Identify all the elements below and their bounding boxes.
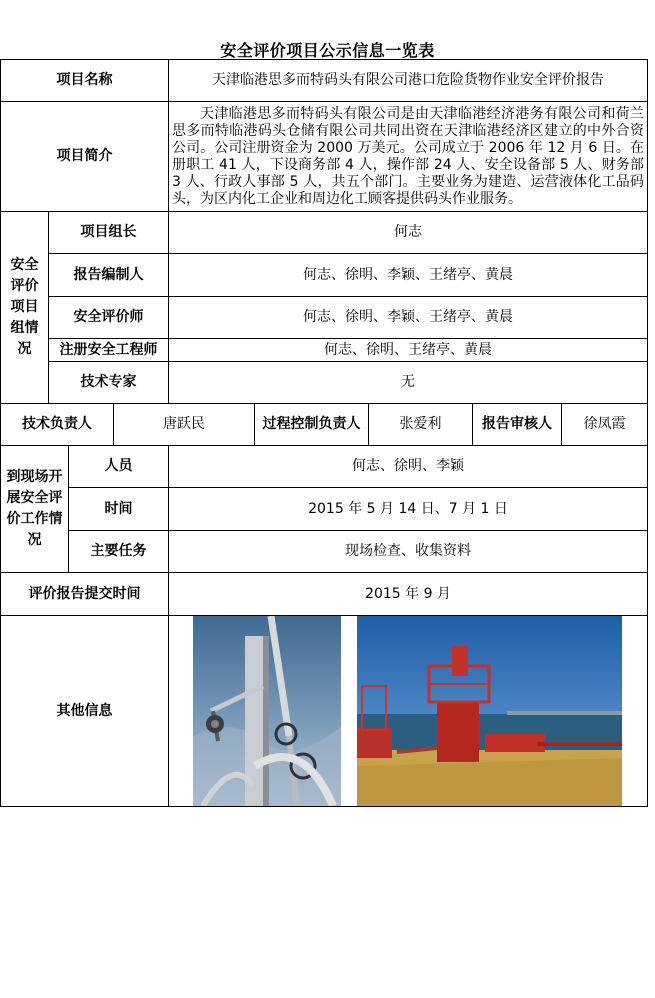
- submit-time-value: 2015 年 9 月: [169, 573, 648, 616]
- process-control-value: 张爱利: [369, 404, 473, 446]
- safety-assessor-label: 安全评价师: [49, 297, 169, 339]
- site-time-label: 时间: [69, 488, 169, 531]
- team-row: [1, 297, 648, 339]
- team-row: [1, 254, 648, 297]
- team-row: [1, 339, 648, 362]
- report-reviewer-value: 徐凤霞: [562, 404, 648, 446]
- project-name-row: [1, 60, 648, 102]
- other-info-row: [1, 616, 648, 807]
- report-authors-label: 报告编制人: [49, 254, 169, 297]
- team-row: [1, 212, 648, 254]
- site-time-value: 2015 年 5 月 14 日、7 月 1 日: [169, 488, 648, 531]
- process-control-label: 过程控制负责人: [255, 404, 369, 446]
- submit-time-row: [1, 573, 648, 616]
- team-row: [1, 362, 648, 404]
- page-title: 安全评价项目公示信息一览表: [220, 41, 435, 60]
- project-name-label: 项目名称: [1, 60, 169, 102]
- main-task-value: 现场检查、收集资料: [169, 531, 648, 573]
- project-intro-label: 项目简介: [1, 102, 169, 212]
- tech-expert-value: 无: [169, 362, 648, 404]
- team-leader-value: 何志: [169, 212, 648, 254]
- project-intro-value: 天津临港思多而特码头有限公司是由天津临港经济港务有限公司和荷兰思多而特临港码头仓储有限公司共同出资在天津临港经济区建立的中外合资公司。公司注册资金为 2000 万美元。公司成立于 2006 年 12 月 6 日。在册职工 41 人，下设商务部 4 人，操作部 24 人、安全设备部 5 人、财务部 3 人、行政人事部 5 人，共五个部门。主要业务为建造、运营液体化工品码头，为区内化工企业和周边化工顾客提供码头作业服务。: [169, 102, 648, 212]
- dock-equipment-photo: [357, 616, 622, 806]
- safety-engineer-label: 注册安全工程师: [49, 339, 169, 362]
- info-table: [0, 59, 648, 807]
- responsibles-row: [1, 404, 648, 446]
- site-visit-row: [1, 488, 648, 531]
- team-leader-label: 项目组长: [49, 212, 169, 254]
- tech-lead-value: 唐跃民: [114, 404, 255, 446]
- project-intro-row: [1, 102, 648, 212]
- submit-time-label: 评价报告提交时间: [1, 573, 169, 616]
- site-visit-row: [1, 446, 648, 488]
- loading-arm-photo: [193, 616, 341, 806]
- tech-lead-label: 技术负责人: [1, 404, 114, 446]
- safety-engineer-value: 何志、徐明、王绪亭、黄晨: [169, 339, 648, 362]
- site-visit-section-label: 到现场开展安全评价工作情况: [1, 446, 69, 573]
- photos-cell: [169, 616, 648, 807]
- tech-expert-label: 技术专家: [49, 362, 169, 404]
- team-section-label: 安全评价项目组情况: [1, 212, 49, 404]
- report-authors-value: 何志、徐明、李颖、王绪亭、黄晨: [169, 254, 648, 297]
- other-info-label: 其他信息: [1, 616, 169, 807]
- site-personnel-label: 人员: [69, 446, 169, 488]
- site-personnel-value: 何志、徐明、李颖: [169, 446, 648, 488]
- safety-assessor-value: 何志、徐明、李颖、王绪亭、黄晨: [169, 297, 648, 339]
- report-reviewer-label: 报告审核人: [473, 404, 562, 446]
- site-visit-row: [1, 531, 648, 573]
- project-name-value: 天津临港思多而特码头有限公司港口危险货物作业安全评价报告: [169, 60, 648, 102]
- main-task-label: 主要任务: [69, 531, 169, 573]
